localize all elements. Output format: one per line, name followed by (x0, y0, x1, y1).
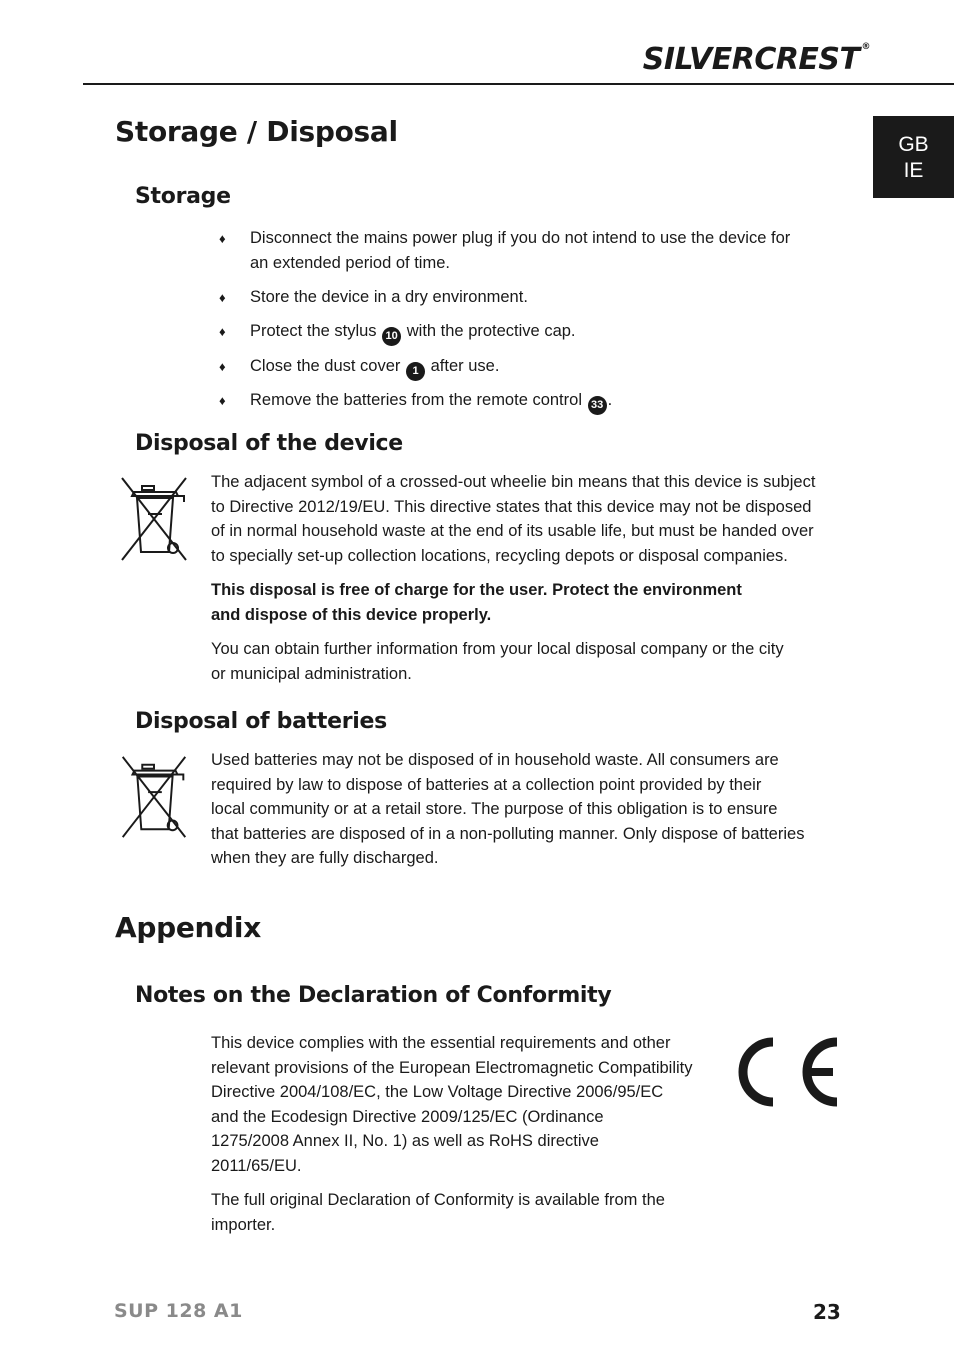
bullet-icon: ♦ (219, 231, 226, 246)
brand-logo: SILVERCREST ® (642, 42, 870, 77)
storage-bullet-2: Store the device in a dry environment. (250, 288, 528, 306)
storage-bullet-1: Disconnect the mains power plug if you do not intend to use the device for an extended period of time. (250, 229, 791, 272)
disposal-device-heading: Disposal of the device (135, 431, 403, 456)
conformity-heading: Notes on the Declaration of Conformity (135, 983, 612, 1008)
ref-number-remote-control: 33 (588, 396, 607, 415)
section-title-storage-disposal: Storage / Disposal (115, 115, 398, 148)
ref-number-dust-cover: 1 (406, 362, 425, 381)
disposal-device-notice: This disposal is free of charge for the user. Protect the environment and dispose of this device properly. (211, 581, 742, 624)
language-tab-line2: IE (903, 159, 924, 182)
disposal-batteries-heading: Disposal of batteries (135, 709, 387, 734)
conformity-paragraph: This device complies with the essential requirements and other relevant provisions of the European Electromagnetic Compatibility Directive 2004/108/EC, the Low Voltage Directive 2006/95/EC and the Ecodesign Directive 2009/125/EC (Ordinance 1275/2008 Annex II, No. 1) as well as RoHS directive 2011/65/EU. (211, 1034, 693, 1175)
section-title-appendix: Appendix (115, 911, 261, 944)
bullet-icon: ♦ (219, 359, 226, 374)
disposal-device-paragraph: The adjacent symbol of a crossed-out wheelie bin means that this device is subject to Directive 2012/19/EU. This directive states that this device may not be disposed of in normal household waste at the end of its usable life, but must be handed over to specially set-up collection locations, recycling depots or disposal companies. (211, 473, 816, 565)
crossed-out-wheelie-bin-icon (118, 753, 190, 841)
header-rule (83, 83, 954, 85)
footer-model-number: SUP 128 A1 (114, 1300, 243, 1322)
ref-number-stylus: 10 (382, 327, 401, 346)
language-tab (873, 116, 954, 198)
bullet-icon: ♦ (219, 290, 226, 305)
bullet-icon: ♦ (219, 393, 226, 408)
storage-bullet-3: Protect the stylus 10 with the protective cap. (250, 319, 576, 346)
conformity-availability: The full original Declaration of Conformity is available from the importer. (211, 1191, 665, 1234)
storage-heading: Storage (135, 184, 231, 209)
storage-bullet-4: Close the dust cover 1 after use. (250, 354, 499, 381)
bullet-icon: ♦ (219, 324, 226, 339)
storage-bullet-5: Remove the batteries from the remote control 33 . (250, 388, 612, 415)
page-number: 23 (813, 1300, 841, 1324)
language-tab-line1: GB (898, 133, 929, 156)
crossed-out-wheelie-bin-icon (118, 474, 190, 564)
ce-mark-icon (733, 1034, 839, 1110)
disposal-batteries-paragraph: Used batteries may not be disposed of in household waste. All consumers are required by law to dispose of batteries at a collection point provided by their local community or at a retail store. The purpose of this obligation is to ensure that batteries are disposed of in a non-polluting manner. Only dispose of batteries when they are fully discharged. (211, 751, 805, 867)
disposal-device-info: You can obtain further information from your local disposal company or the city or municipal administration. (211, 640, 784, 683)
